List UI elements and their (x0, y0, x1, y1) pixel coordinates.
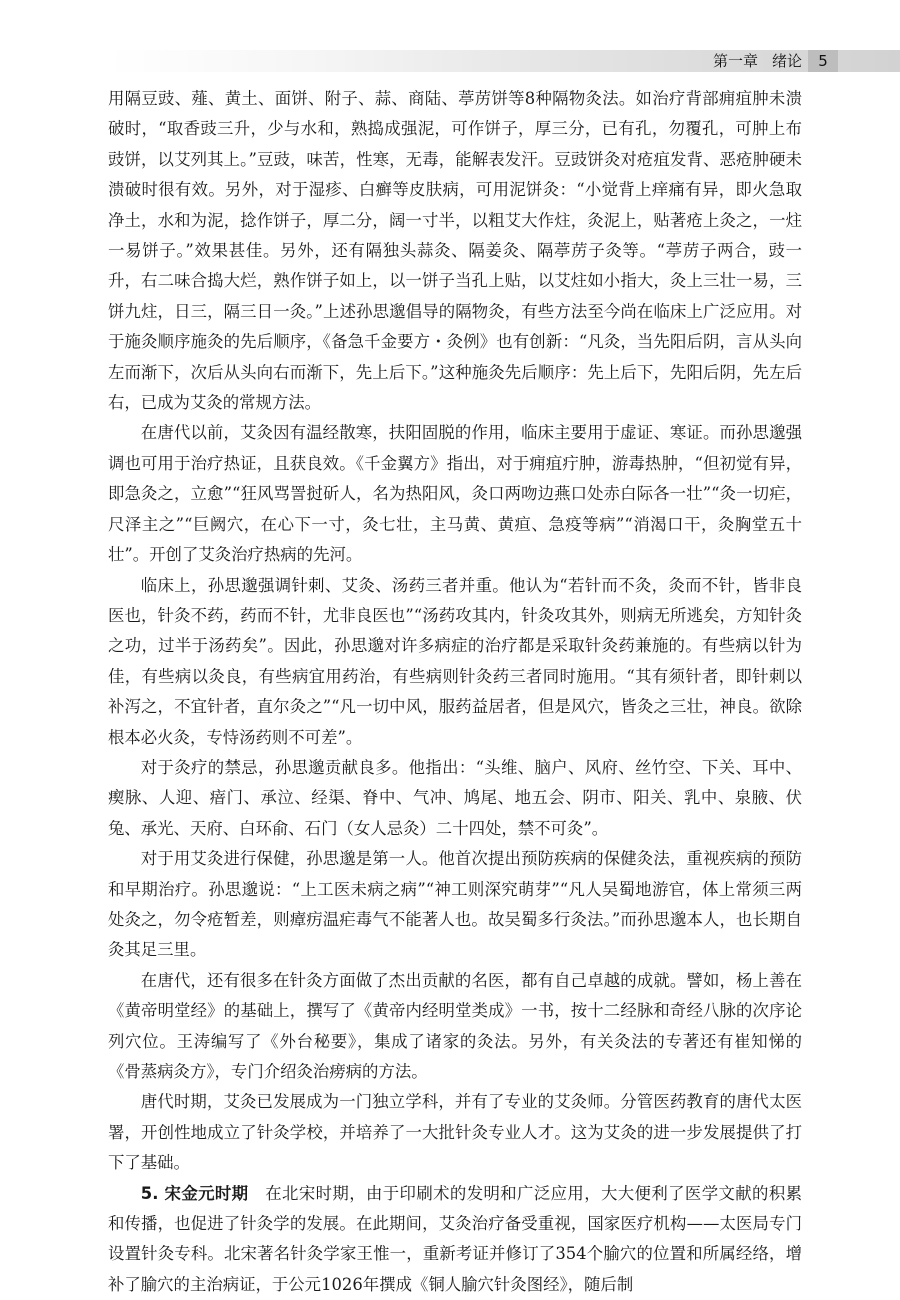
section-paragraph (108, 1179, 802, 1300)
paragraph-6: 在唐代，还有很多在针灸方面做了杰出贡献的名医，都有自己卓越的成就。譬如，杨上善在《黄帝明堂经》的基础上，撰写了《黄帝内经明堂类成》一书，按十二经脉和奇经八脉的次序论列穴位。王涛编写了《外台秘要》，集成了诸家的灸法。另外，有关灸法的专著还有崔知悌的《骨蒸病灸方》，专门介绍灸治痨病的方法。 (108, 970, 802, 1081)
paragraph-1: 用隔豆豉、薤、黄土、面饼、附子、蒜、商陆、葶苈饼等8种隔物灸法。如治疗背部痈疽肿未溃破时，“取香豉三升，少与水和，熟捣成强泥，可作饼子，厚三分，已有孔，勿覆孔，可肿上布豉饼，以艾列其上。”豆豉，味苦，性寒，无毒，能解表发汗。豆豉饼灸对疮疽发背、恶疮肿硬未溃破时很有效。另外，对于湿疹、白癣等皮肤病，可用泥饼灸：“小觉背上痒痛有异，即火急取净土，水和为泥，捻作饼子，厚二分，阔一寸半，以粗艾大作炷，灸泥上，贴著疮上灸之，一炷一易饼子。”效果甚佳。另外，还有隔独头蒜灸、隔姜灸、隔葶苈子灸等。“葶苈子两合，豉一升，右二味合捣大烂，熟作饼子如上，以一饼子当孔上贴，以艾炷如小指大，灸上三壮一易，三饼九炷，日三，隔三日一灸。”上述孙思邈倡导的隔物灸，有些方法至今尚在临床上广泛应用。对于施灸顺序施灸的先后顺序，《备急千金要方・灸例》也有创新：“凡灸，当先阳后阴，言从头向左而渐下，次后从头向右而渐下，先上后下。”这种施灸先后顺序：先上后下，先阳后阴，先左后右，已成为艾灸的常规方法。 (108, 89, 802, 413)
paragraph-3: 临床上，孙思邈强调针刺、艾灸、汤药三者并重。他认为“若针而不灸，灸而不针，皆非良医也，针灸不药，药而不针，尤非良医也”“汤药攻其内，针灸攻其外，则病无所逃矣，方知针灸之功，过半于汤药矣”。因此，孙思邈对许多病症的治疗都是采取针灸药兼施的。有些病以针为佳，有些病以灸良，有些病宜用药治，有些病则针灸药三者同时施用。“其有须针者，即针刺以补泻之，不宜针者，直尔灸之”“凡一切中风，服药益居者，但是风穴，皆灸之三壮，神良。欲除根本必火灸，专恃汤药则不可差”。 (108, 575, 802, 747)
chapter-title: 绪论 (771, 52, 802, 70)
page-number: 5 (808, 50, 838, 72)
section-text: 在北宋时期，由于印刷术的发明和广泛应用，大大便利了医学文献的积累和传播，也促进了针灸学的发展。在此期间，艾灸治疗备受重视，国家医疗机构——太医局专门设置针灸专科。北宋著名针灸学家王惟一，重新考证并修订了354个腧穴的位置和所属经络，增补了腧穴的主治病证，于公元1026年撰成《铜人腧穴针灸图经》，随后制 (108, 1183, 803, 1294)
paragraph-2: 在唐代以前，艾灸因有温经散寒，扶阳固脱的作用，临床主要用于虚证、寒证。而孙思邈强调也可用于治疗热证，且获良效。《千金翼方》指出，对于痈疽疔肿，游毒热肿，“但初觉有异，即急灸之，立愈”“狂风骂詈挝斫人，名为热阳风，灸口两吻边燕口处赤白际各一壮”“灸一切疟，尺泽主之”“巨阙穴，在心下一寸，灸七壮，主马黄、黄疸、急疫等病”“消渴口干，灸胸堂五十壮”。开创了艾灸治疗热病的先河。 (108, 423, 802, 565)
chapter-label: 第一章 (712, 52, 758, 70)
paragraph-7: 唐代时期，艾灸已发展成为一门独立学科，并有了专业的艾灸师。分管医药教育的唐代太医署，开创性地成立了针灸学校，并培养了一大批针灸专业人才。这为艾灸的进一步发展提供了打下了基础。 (108, 1092, 802, 1173)
paragraph-4: 对于灸疗的禁忌，孙思邈贡献良多。他指出：“头维、脑户、风府、丝竹空、下关、耳中、瘈脉、人迎、瘖门、承泣、经渠、脊中、气冲、鸠尾、地五会、阴市、阳关、乳中、泉腋、伏兔、承光、天府、白环俞、石门（女人忌灸）二十四处，禁不可灸”。 (108, 757, 802, 838)
paragraph-5: 对于用艾灸进行保健，孙思邈是第一人。他首次提出预防疾病的保健灸法，重视疾病的预防和早期治疗。孙思邈说：“上工医未病之病”“神工则深究萌芽”“凡人吴蜀地游官，体上常须三两处灸之，勿令疮暂差，则瘴疠温疟毒气不能著人也。故吴蜀多行灸法。”而孙思邈本人，也长期自灸其足三里。 (108, 849, 802, 960)
page-body (108, 84, 802, 1300)
section-heading: 5. 宋金元时期 (140, 1183, 249, 1203)
running-header (713, 50, 802, 72)
